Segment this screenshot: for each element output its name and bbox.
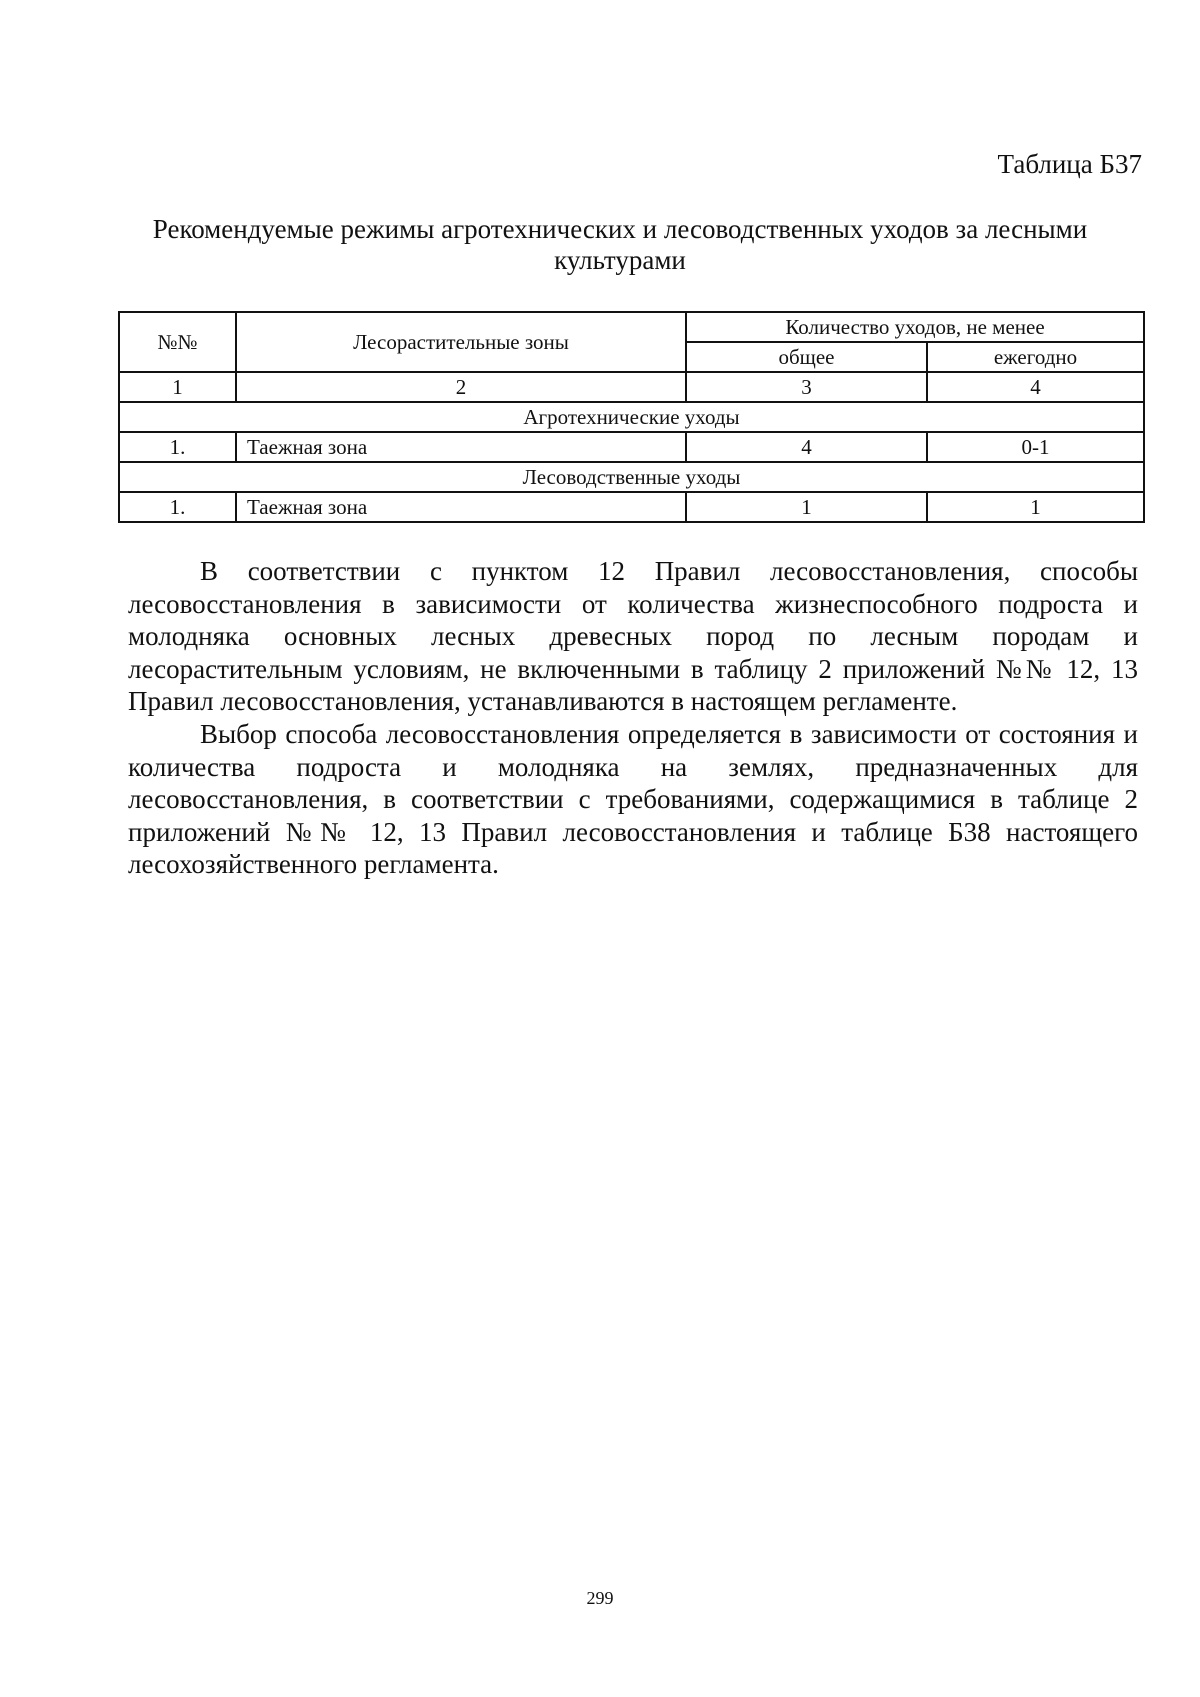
column-number-cell: 2 bbox=[236, 372, 686, 402]
header-col-num: №№ bbox=[119, 312, 236, 372]
row-total: 4 bbox=[686, 432, 927, 462]
section-title-row bbox=[119, 402, 1144, 432]
table-row bbox=[119, 432, 1144, 462]
care-regimes-table bbox=[118, 311, 1145, 523]
page-number: 299 bbox=[586, 1588, 614, 1608]
section-title-agrotechnical: Агротехнические уходы bbox=[119, 402, 1144, 432]
column-number-cell: 3 bbox=[686, 372, 927, 402]
section-title-silvicultural: Лесоводственные уходы bbox=[119, 462, 1144, 492]
header-col-total: общее bbox=[686, 342, 927, 372]
row-zone: Таежная зона bbox=[236, 432, 686, 462]
header-col-zone: Лесорастительные зоны bbox=[236, 312, 686, 372]
table-number: Таблица Б37 bbox=[997, 149, 1142, 179]
paragraph: В соответствии с пунктом 12 Правил лесовосстановления, способы лесовосстановления в зависимости от количества жизнеспособного подроста и молодняка основных лесных древесных пород по лесным породам и лесорастительным условиям, не включенными в таблицу 2 приложений №№ 12, 13 Правил лесовосстановления, устанавливаются в настоящем регламенте. bbox=[128, 556, 1138, 717]
row-yearly: 0-1 bbox=[927, 432, 1144, 462]
row-zone: Таежная зона bbox=[236, 492, 686, 522]
row-num: 1. bbox=[119, 432, 236, 462]
row-num: 1. bbox=[119, 492, 236, 522]
column-number-cell: 4 bbox=[927, 372, 1144, 402]
table-row bbox=[119, 492, 1144, 522]
column-number-cell: 1 bbox=[119, 372, 236, 402]
header-col-count-group: Количество уходов, не менее bbox=[686, 312, 1144, 342]
row-yearly: 1 bbox=[927, 492, 1144, 522]
body-text bbox=[128, 555, 1138, 881]
row-total: 1 bbox=[686, 492, 927, 522]
section-title-row bbox=[119, 462, 1144, 492]
paragraph: Выбор способа лесовосстановления определяется в зависимости от состояния и количества подроста и молодняка на землях, предназначенных для лесовосстановления, в соответствии с требованиями, содержащимися в таблице 2 приложений №№ 12, 13 Правил лесовосстановления и таблице Б38 настоящего лесохозяйственного регламента. bbox=[128, 718, 1138, 880]
header-col-yearly: ежегодно bbox=[927, 342, 1144, 372]
column-numbers-row bbox=[119, 372, 1144, 402]
table-title: Рекомендуемые режимы агротехнических и лесоводственных уходов за лесными культурами bbox=[152, 214, 1088, 275]
table-header-row-1 bbox=[119, 312, 1144, 342]
